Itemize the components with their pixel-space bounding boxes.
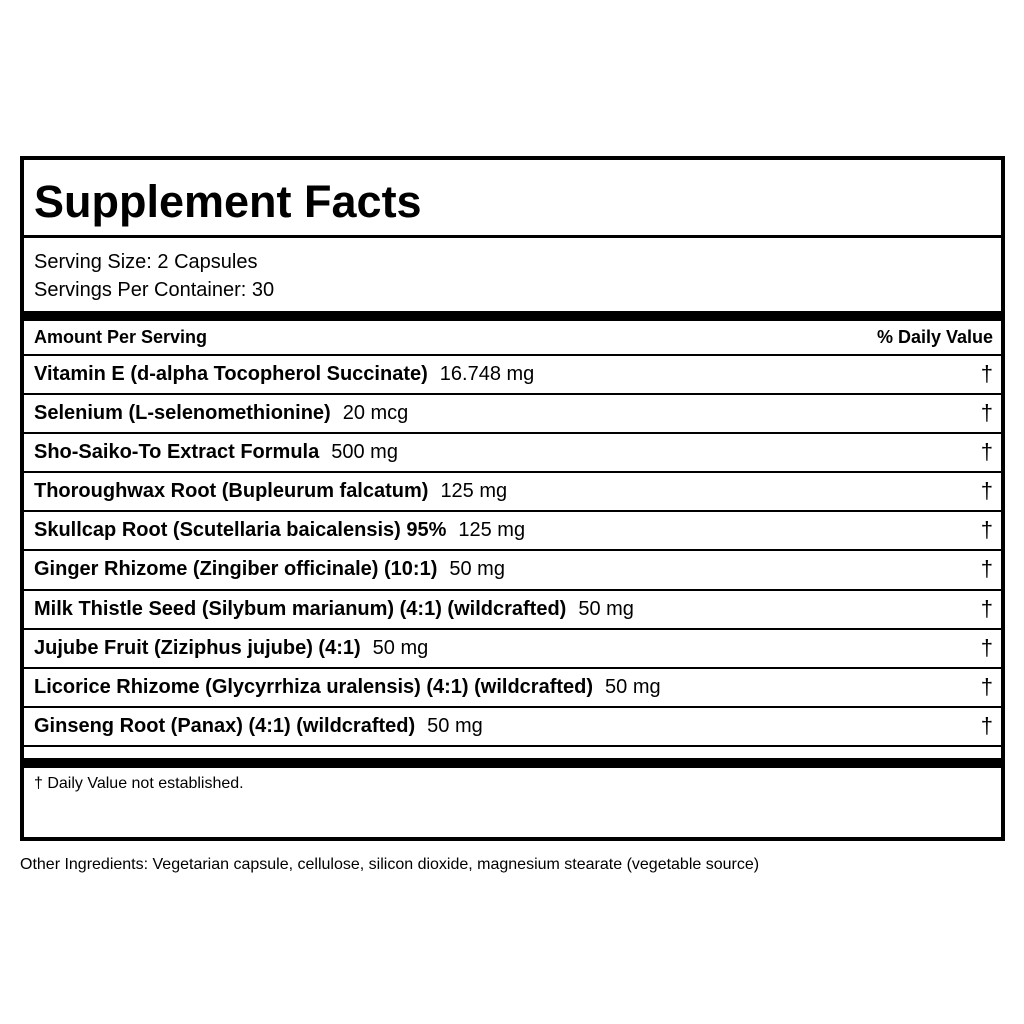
- ingredient-name: Ginseng Root (Panax) (4:1) (wildcrafted): [34, 714, 416, 737]
- ingredient-row: [24, 512, 1001, 551]
- daily-value-header: % Daily Value: [876, 327, 993, 347]
- ingredient-row: [24, 356, 1001, 395]
- ingredient-daily-value: †: [980, 634, 993, 660]
- ingredient-row: [24, 473, 1001, 512]
- amount-per-serving-header: Amount Per Serving: [34, 327, 208, 347]
- daily-value-footnote: † Daily Value not established.: [34, 775, 244, 792]
- ingredient-amount: 20 mcg: [342, 402, 409, 425]
- other-ingredients: Other Ingredients: Vegetarian capsule, cellulose, silicon dioxide, magnesium stearate (vegetable source): [20, 856, 760, 873]
- ingredient-daily-value: †: [980, 478, 993, 504]
- ingredient-amount: 50 mg: [578, 597, 634, 620]
- ingredient-amount: 50 mg: [427, 714, 483, 737]
- ingredient-row: [24, 434, 1001, 473]
- ingredient-name: Milk Thistle Seed (Silybum marianum) (4:1) (wildcrafted): [34, 597, 567, 620]
- ingredient-name: Ginger Rhizome (Zingiber officinale) (10:1): [34, 558, 438, 581]
- ingredient-row: [24, 630, 1001, 669]
- ingredient-daily-value: †: [980, 595, 993, 621]
- ingredient-name: Licorice Rhizome (Glycyrrhiza uralensis) (4:1) (wildcrafted): [34, 675, 594, 698]
- ingredient-amount: 50 mg: [372, 636, 429, 659]
- ingredient-amount: 125 mg: [458, 519, 526, 542]
- ingredient-row: [24, 551, 1001, 590]
- title-divider: [24, 235, 1001, 238]
- ingredient-daily-value: †: [980, 400, 993, 426]
- ingredient-daily-value: †: [980, 556, 993, 582]
- ingredient-daily-value: †: [980, 712, 993, 738]
- ingredient-row: [24, 395, 1001, 434]
- panel-title: Supplement Facts: [34, 176, 422, 227]
- servings-per-container: Servings Per Container: 30: [34, 279, 275, 301]
- supplement-facts-panel: [20, 156, 1005, 841]
- ingredient-name: Sho-Saiko-To Extract Formula: [34, 441, 320, 464]
- ingredient-amount: 500 mg: [331, 441, 398, 464]
- ingredient-daily-value: †: [980, 361, 993, 386]
- thick-divider-bottom: [24, 758, 1001, 768]
- ingredient-amount: 16.748 mg: [439, 363, 535, 385]
- ingredient-name: Thoroughwax Root (Bupleurum falcatum): [34, 480, 429, 503]
- ingredient-amount: 125 mg: [440, 480, 508, 503]
- serving-size: Serving Size: 2 Capsules: [34, 251, 258, 273]
- ingredient-list: [24, 356, 1001, 747]
- ingredient-name: Selenium (L-selenomethionine): [34, 402, 331, 425]
- ingredient-daily-value: †: [980, 439, 993, 465]
- ingredient-name: Jujube Fruit (Ziziphus jujube) (4:1): [34, 636, 361, 659]
- ingredient-amount: 50 mg: [449, 558, 505, 581]
- ingredient-daily-value: †: [980, 517, 993, 543]
- ingredient-name: Skullcap Root (Scutellaria baicalensis) 95%: [34, 519, 447, 542]
- ingredient-row: [24, 669, 1001, 708]
- ingredient-amount: 50 mg: [605, 675, 661, 698]
- ingredient-row: [24, 591, 1001, 630]
- ingredient-daily-value: †: [980, 673, 993, 699]
- ingredient-row: [24, 708, 1001, 747]
- thick-divider-top: [24, 311, 1001, 321]
- ingredient-name: Vitamin E (d-alpha Tocopherol Succinate): [34, 363, 428, 385]
